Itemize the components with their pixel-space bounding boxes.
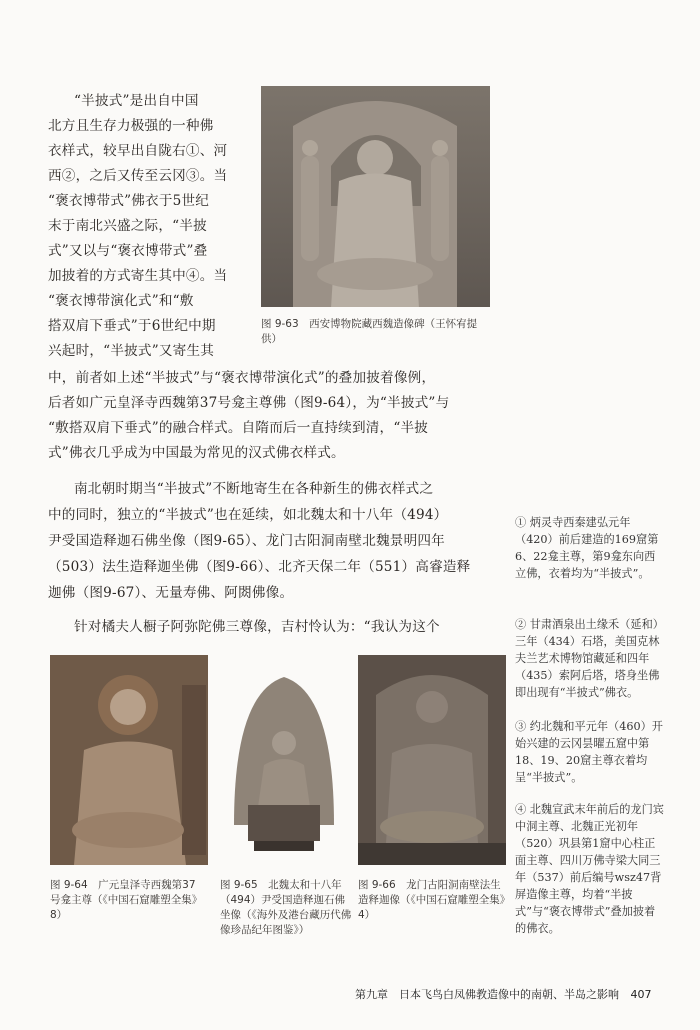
text-line: “褒衣博带演化式”和“敷 — [48, 293, 194, 309]
side-note-3: ③ 约北魏和平元年（460）开始兴建的云冈昙曜五窟中第18、19、20窟主尊衣着均呈“半披式”。 — [515, 720, 663, 784]
figure-9-66-caption: 图 9-66 龙门古阳洞南壁法生造释迦像（《中国石窟雕塑全集》4） — [358, 879, 505, 921]
text-line: 南北朝时期当“半披式”不断地寄生在各种新生的佛衣样式之 — [74, 481, 434, 497]
buddha-image — [50, 655, 208, 865]
stone-buddha-statue-image — [220, 655, 348, 865]
text-line: 中，前者如上述“半披式”与“褒衣博带演化式”的叠加披着像例， — [48, 370, 436, 386]
text-line: “敷搭双肩下垂式”的融合样式。自隋而后一直持续到清，“半披 — [48, 420, 429, 436]
text-line: “褒衣博带式”佛衣于5世纪 — [48, 193, 210, 209]
text-line: 末于南北兴盛之际，“半披 — [48, 218, 207, 234]
chapter-title: 第九章 日本飞鸟白凤佛教造像中的南朝、半岛之影响 — [355, 988, 619, 1001]
text-line: 式”佛衣几乎成为中国最为常见的汉式佛衣样式。 — [48, 445, 345, 461]
text-line: 搭双肩下垂式”于6世纪中期 — [48, 318, 216, 334]
text-line: 后者如广元皇泽寺西魏第37号龛主尊佛（图9-64），为“半披式”与 — [48, 395, 450, 411]
figure-9-64-photo — [50, 655, 208, 865]
figure-9-63-caption: 图 9-63 西安博物院藏西魏造像碑（王怀宥提供） — [261, 318, 478, 345]
text-line: 加披着的方式寄生其中④。当 — [48, 268, 228, 284]
page-number: 407 — [630, 988, 652, 1001]
text-line: 针对橘夫人橱子阿弥陀佛三尊像，吉村怜认为：“我认为这个 — [74, 619, 440, 635]
side-note-2: ② 甘肃酒泉出土缘禾（延和）三年（434）石塔，美国克林夫兰艺术博物馆藏延和四年（435）索阿后塔，塔身坐佛即出现有“半披式”佛衣。 — [515, 618, 664, 699]
text-line: “半披式”是出自中国 — [74, 93, 199, 109]
figure-9-66-photo — [358, 655, 506, 865]
text-line: 西②，之后又传至云冈③。当 — [48, 168, 228, 184]
figure-9-63-photo — [261, 86, 490, 307]
cave-buddha-image — [358, 655, 506, 865]
text-line: 尹受国造释迦石佛坐像（图9-65）、龙门古阳洞南壁北魏景明四年 — [48, 533, 445, 549]
text-line: 式”又以与“褒衣博带式”叠 — [48, 243, 208, 259]
text-line: 迦佛（图9-67）、无量寿佛、阿閦佛像。 — [48, 585, 294, 601]
text-line: 衣样式，较早出自陇右①、河 — [48, 143, 228, 159]
page-footer — [355, 986, 655, 1002]
text-line: 兴起时，“半披式”又寄生其 — [48, 343, 215, 359]
text-line: 中的同时，独立的“半披式”也在延续，如北魏太和十八年（494） — [48, 507, 448, 523]
side-note-4: ④ 北魏宣武末年前后的龙门宾中洞主尊、北魏正光初年（520）巩县第1窟中心柱正面主尊、四川万佛寺梁大同三年（537）前后编号wsz47背屏造像主尊，均着“半披式”与“褒衣博带式”叠加披着的佛衣。 — [515, 803, 664, 935]
figure-9-65-photo — [220, 655, 348, 865]
text-line: （503）法生造释迦坐佛（图9-66）、北齐天保二年（551）高睿造释 — [48, 559, 471, 575]
stone-stele-image — [261, 86, 490, 307]
figure-9-64-caption: 图 9-64 广元皇泽寺西魏第37 号龛主尊（《中国石窟雕塑全集》8） — [50, 879, 203, 921]
figure-9-65-caption: 图 9-65 北魏太和十八年（494）尹受国造释迦石佛坐像（《海外及港台藏历代佛像珍品纪年图鉴》） — [220, 879, 352, 936]
side-note-1: ① 炳灵寺西秦建弘元年（420）前后建造的169窟第6、22龛主尊，第9龛东向西立佛，衣着均为“半披式”。 — [515, 516, 659, 580]
text-line: 北方且生存力极强的一种佛 — [48, 118, 214, 134]
